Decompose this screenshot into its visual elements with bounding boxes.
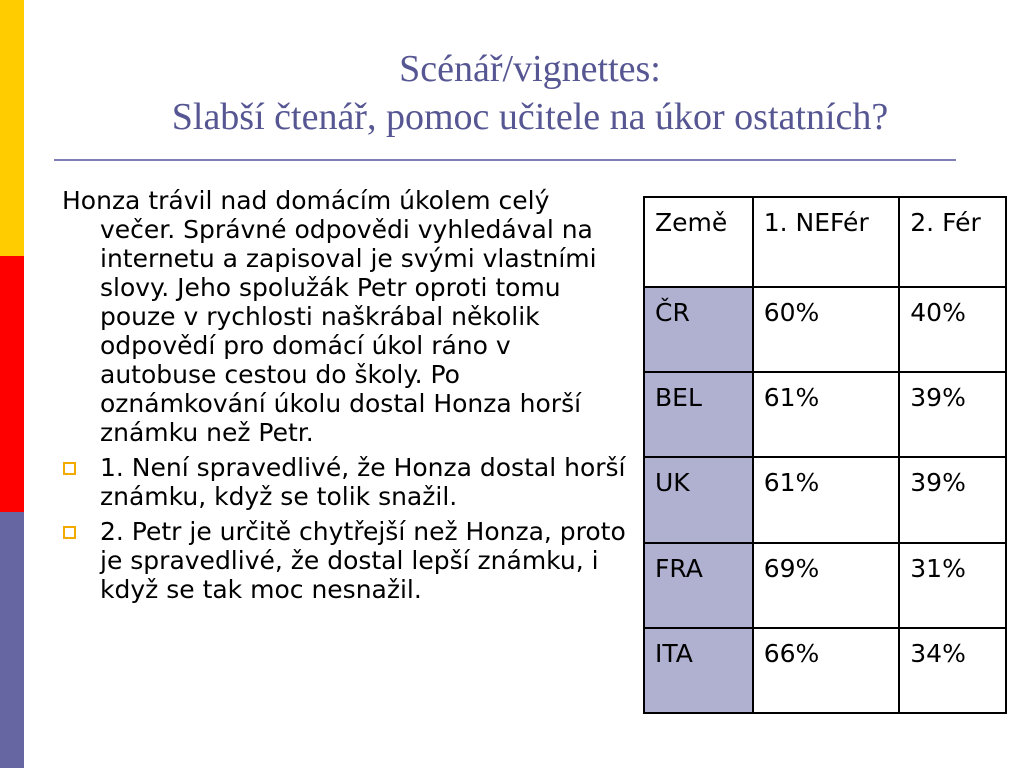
country-cell: ČR [644,287,753,372]
slide-title-line-1: Scénář/vignettes: [399,48,661,90]
country-cell: UK [644,457,753,542]
header-cell-unfair: 1. NEFér [753,197,900,287]
results-table [643,196,1007,714]
table-row [644,457,1006,542]
scenario-text: Honza trávil nad domácím úkolem celý večer. Správné odpovědi vyhledával na internetu a zapisoval je svými vlastními slovy. Jeho spolužák Petr oproti tomu pouze v rychlosti naškrábal několik odpovědí pro domácí úkol ráno v autobuse cestou do školy. Po oznámkování úkolu dostal Honza horší známku než Petr. [62,186,597,447]
fair-cell: 31% [899,543,1006,628]
fair-cell: 34% [899,628,1006,713]
header-cell-country: Země [644,197,753,287]
accent-stripe-red [0,256,24,512]
fair-cell: 40% [899,287,1006,372]
slide-title [30,45,1024,141]
country-cell: ITA [644,628,753,713]
country-cell: FRA [644,543,753,628]
unfair-cell: 69% [753,543,900,628]
slide-title-line-2: Slabší čtenář, pomoc učitele na úkor ostatních? [171,96,889,138]
bullet-text: 1. Není spravedlivé, že Honza dostal horší známku, když se tolik snažil. [100,453,626,511]
unfair-cell: 61% [753,372,900,457]
table-header-row [644,197,1006,287]
square-bullet-icon [63,462,76,475]
title-divider [54,159,956,161]
table-row [644,543,1006,628]
accent-stripe-purple [0,512,24,768]
unfair-cell: 61% [753,457,900,542]
table-row [644,287,1006,372]
country-cell: BEL [644,372,753,457]
header-cell-fair: 2. Fér [899,197,1006,287]
accent-stripe-yellow [0,0,24,256]
bullet-text: 2. Petr je určitě chytřejší než Honza, proto je spravedlivé, že dostal lepší známku, i když se tak moc nesnažil. [100,517,626,604]
bullet-item [62,517,630,604]
table-row [644,628,1006,713]
table-row [644,372,1006,457]
unfair-cell: 60% [753,287,900,372]
square-bullet-icon [63,526,76,539]
bullet-item [62,453,630,511]
unfair-cell: 66% [753,628,900,713]
fair-cell: 39% [899,457,1006,542]
fair-cell: 39% [899,372,1006,457]
slide-body [62,186,630,610]
